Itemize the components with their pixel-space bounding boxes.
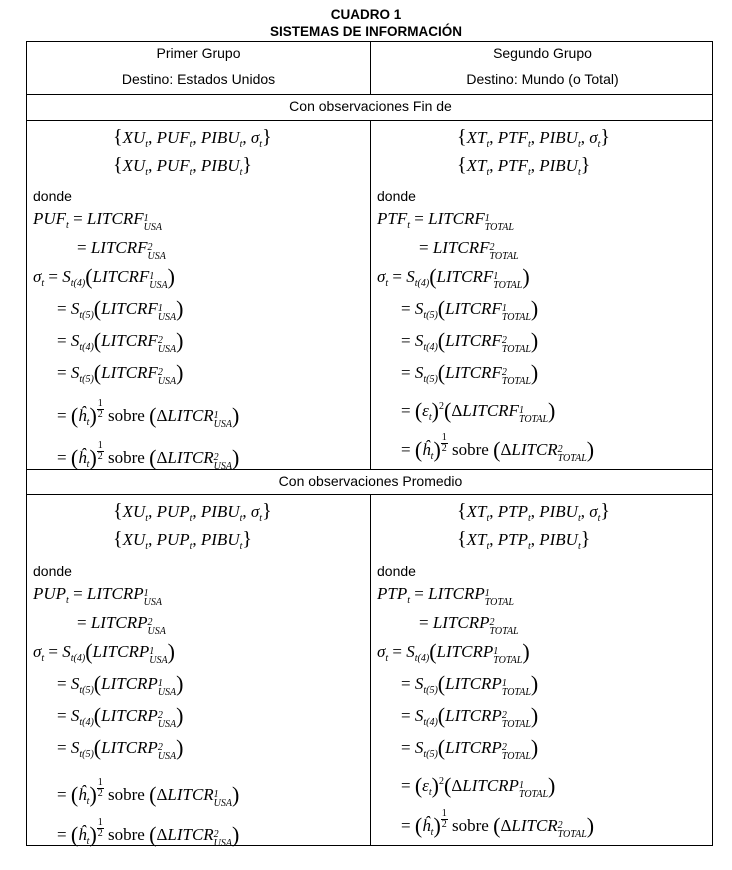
donde-label: donde bbox=[33, 563, 72, 579]
definition-equation: = LITCRF 2 USA bbox=[77, 238, 166, 262]
left-group-label: Primer Grupo bbox=[156, 45, 241, 61]
sigma-equation: = $S_{t(5)}(LITCRF$ 2 USA ) bbox=[57, 360, 184, 387]
system-equation: {$XT_t$, $PTF_t$, $PIBU_t$, $\sigma_t$} bbox=[457, 126, 611, 150]
section-promedio-label: Con observaciones Promedio bbox=[278, 473, 463, 489]
sigma-equation: = $(\varepsilon_t)^2(\Delta LITCRP$ 1 TOTAL ) bbox=[401, 773, 556, 800]
left-destination-label: Destino: Estados Unidos bbox=[121, 71, 276, 87]
row-divider bbox=[27, 94, 712, 95]
sigma-equation: = $S_{t(5)}(LITCRF$ 2 TOTAL ) bbox=[401, 360, 539, 387]
sigma-equation: = $S_{t(4)}(LITCRF$ 2 USA ) bbox=[57, 328, 184, 355]
right-destination-label: Destino: Mundo (o Total) bbox=[466, 71, 619, 87]
definition-equation: = LITCRF 2 TOTAL bbox=[419, 238, 519, 262]
sigma-equation: = $S_{t(5)}(LITCRF$ 1 TOTAL ) bbox=[401, 296, 539, 323]
definition-equation: $PUP_t$ = LITCRP 1 USA bbox=[33, 584, 162, 608]
sigma-equation: = $(ĥ_t)$ $\frac{1}{2}$ sobre (ΔLITCR 2 TOTAL ) bbox=[401, 808, 595, 840]
sigma-equation: = $S_{t(4)}(LITCRP$ 2 TOTAL ) bbox=[401, 703, 539, 730]
system-equation: {$XT_t$, $PTP_t$, $PIBU_t$} bbox=[457, 528, 591, 552]
sigma-equation: = $S_{t(5)}(LITCRP$ 1 TOTAL ) bbox=[401, 671, 539, 698]
donde-label: donde bbox=[33, 188, 72, 204]
sigma-equation: = $S_{t(4)}(LITCRF$ 2 TOTAL ) bbox=[401, 328, 539, 355]
column-divider bbox=[370, 494, 371, 846]
definition-equation: $PTF_t$ = LITCRF 1 TOTAL bbox=[377, 209, 514, 233]
right-group-label: Segundo Grupo bbox=[493, 45, 592, 61]
info-systems-table bbox=[26, 41, 713, 849]
column-divider bbox=[370, 120, 371, 469]
sigma-equation: = $(ĥ_t)$ $\frac{1}{2}$ sobre (ΔLITCR 2 TOTAL ) bbox=[401, 432, 595, 464]
definition-equation: $PTP_t$ = LITCRP 1 TOTAL bbox=[377, 584, 514, 608]
system-equation: {$XT_t$, $PTF_t$, $PIBU_t$} bbox=[457, 154, 591, 178]
system-equation: {$XU_t$, $PUF_t$, $PIBU_t$} bbox=[113, 154, 252, 178]
sigma-equation: = $(ĥ_t)$ $\frac{1}{2}$ sobre (ΔLITCR 1 USA ) bbox=[57, 777, 240, 809]
sigma-equation: = $(ĥ_t)$ $\frac{1}{2}$ sobre (ΔLITCR 1 USA ) bbox=[57, 398, 240, 430]
sigma-equation: $\sigma_t$ = $S_{t(4)}(LITCRF$ 1 TOTAL ) bbox=[377, 264, 530, 291]
sigma-equation: = $S_{t(4)}(LITCRP$ 2 USA ) bbox=[57, 703, 184, 730]
sigma-equation: = $S_{t(5)}(LITCRF$ 1 USA ) bbox=[57, 296, 184, 323]
definition-equation: = LITCRP 2 USA bbox=[77, 613, 166, 637]
sigma-equation: $\sigma_t$ = $S_{t(4)}(LITCRP$ 1 TOTAL ) bbox=[377, 639, 530, 666]
sigma-equation: = $S_{t(5)}(LITCRP$ 2 TOTAL ) bbox=[401, 735, 539, 762]
sigma-equation: = $S_{t(5)}(LITCRP$ 2 USA ) bbox=[57, 735, 184, 762]
sigma-equation: = $S_{t(5)}(LITCRP$ 1 USA ) bbox=[57, 671, 184, 698]
system-equation: {$XU_t$, $PUP_t$, $PIBU_t$, $\sigma_t$} bbox=[113, 500, 272, 524]
system-equation: {$XU_t$, $PUP_t$, $PIBU_t$} bbox=[113, 528, 252, 552]
donde-label: donde bbox=[377, 188, 416, 204]
system-equation: {$XU_t$, $PUF_t$, $PIBU_t$, $\sigma_t$} bbox=[113, 126, 272, 150]
sigma-equation: = $(ĥ_t)$ $\frac{1}{2}$ sobre (ΔLITCR 2 USA ) bbox=[57, 817, 240, 849]
definition-equation: $PUF_t$ = LITCRF 1 USA bbox=[33, 209, 162, 233]
sigma-equation: = $(\varepsilon_t)^2(\Delta LITCRF$ 1 TOTAL ) bbox=[401, 398, 556, 425]
section-fin-de-label: Con observaciones Fin de bbox=[289, 98, 452, 114]
donde-label: donde bbox=[377, 563, 416, 579]
system-equation: {$XT_t$, $PTP_t$, $PIBU_t$, $\sigma_t$} bbox=[457, 500, 611, 524]
sigma-equation: $\sigma_t$ = $S_{t(4)}(LITCRF$ 1 USA ) bbox=[33, 264, 175, 291]
table-title: CUADRO 1 bbox=[330, 7, 402, 22]
definition-equation: = LITCRP 2 TOTAL bbox=[419, 613, 519, 637]
sigma-equation: $\sigma_t$ = $S_{t(4)}(LITCRP$ 1 USA ) bbox=[33, 639, 175, 666]
table-subtitle: SISTEMAS DE INFORMACIÓN bbox=[269, 24, 462, 39]
sigma-equation: = $(ĥ_t)$ $\frac{1}{2}$ sobre (ΔLITCR 2 USA ) bbox=[57, 440, 240, 472]
